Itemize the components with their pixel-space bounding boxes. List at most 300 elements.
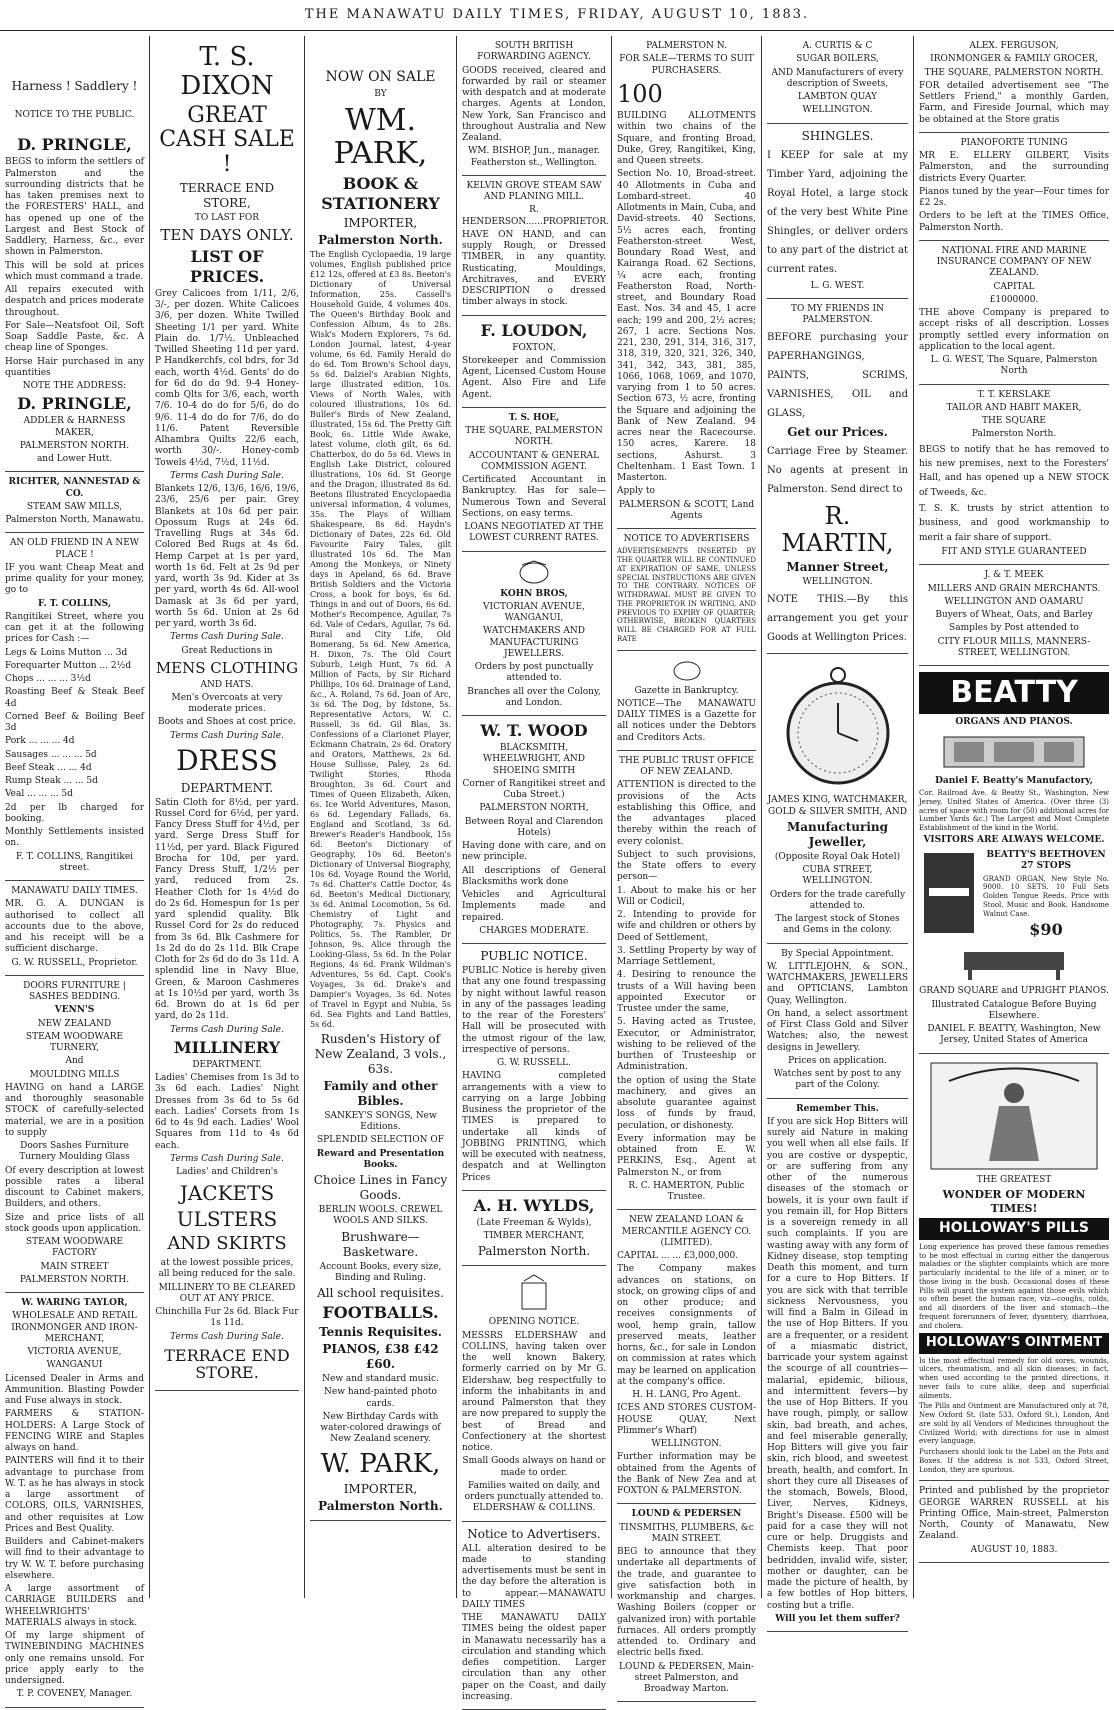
pringle-name: D. PRINGLE, [5,135,144,155]
small-goods: Small Goods always on hand or made to order. [462,1456,606,1479]
martin-town: WELLINGTON. [767,577,908,588]
beethoven-body: GRAND ORGAN, New Style No. 9000. 10 SETS. 10 Full Sets Golden Tongue Reeds. Price with Stool, Music and Book. Handsome Walnut Case. [983,875,1109,919]
richter-loc: Palmerston North, Manawatu. [5,515,144,526]
nzla-heading: NEW ZEALAND LOAN & MERCANTILE AGENCY CO. (LIMITED). [617,1215,756,1249]
ladies-children: Ladies' and Children's [155,1167,299,1178]
holloway-ad [919,1054,1109,1482]
venns-factory: STEAM WOODWARE FACTORY [5,1237,144,1260]
gazette-body: NOTICE—The MANAWATU DAILY TIMES is a Gazette for all notices under the Debtors and Creditors Acts. [617,699,756,744]
littlejohn-ad [767,944,908,1099]
gilbert: MR E. ELLERY GILBERT, Visits Palmerston, and the surrounding districts Every Quarter. [919,151,1109,185]
taylor-town: WANGANUI [5,1360,144,1371]
manufactured: The Pills and Ointment are Manufactured only at 78, New Oxford St. (late 533, Oxford St.), London, And are sold by all Vendors of Medicines throughout the Civilized World; with directions for use in almost every language. [919,1402,1109,1446]
wood-town: PALMERSTON NORTH, [462,803,606,814]
ladies-items: Ladies' Chemises from 1s 3d to 3s 6d each. Ladies' Night Dresses from 3s 6d to 5s 6d each. Ladies' Corsets from 1s 6d to 4s 9d each. Ladies' Wool Squares from 11d to 4s 6d each. [155,1073,299,1152]
ferguson-trade: IRONMONGER & FAMILY GROCER, [919,54,1109,65]
new-music: New and standard music. [310,1374,451,1385]
meat-item: Forequarter Mutton ... 2½d [5,661,144,672]
column-2 [150,36,305,1598]
nzla-further: Further information may be obtained from the Agents of the Bank of New Zea and at FOXTON & PALMERSTON. [617,1452,756,1497]
ten-days: TEN DAYS ONLY. [155,226,299,245]
pringle-body: BEGS to inform the settlers of Palmerston and the surrounding districts that he has taken premises next to the FORESTERS' HALL, and has opened up one of the Largest and Best Stock of Saddlery, Harness, &c., ever shown in Palmerston. [5,157,144,258]
families: Families waited on daily, and orders punctually attended to. ELDERSHAW & COLLINS. [462,1481,606,1515]
pringle-hair: Horse Hair purchased in any quantities [5,357,144,380]
sbfa-sign: WM. BISHOP, Jun., manager. Featherston st., Wellington. [462,146,606,169]
taylor-farmers: FARMERS & STATION-HOLDERS: A Large Stock of FENCING WIRE and Staples always on hand. [5,1409,144,1454]
shingles-ad [767,124,908,299]
column-7 [914,36,1114,1598]
king-stones: The largest stock of Stones and Gems in the colony. [767,914,908,937]
terms-1: Terms Cash During Sale. [155,471,299,482]
scott-town: PALMERSTON N. [617,41,756,52]
now-on-sale: NOW ON SALE [310,69,451,87]
public-notice-body: PUBLIC Notice is hereby given that any one found trespassing by night without lawful reason in any of the passages leading to the rear of the Foresters' Hall will be prosecuted with the utmost rigour of the law, irrespective of persons. [462,966,606,1056]
venns-mills: MOULDING MILLS [5,1070,144,1081]
jobbing-body: HAVING completed arrangements with a view to carrying on a large Jobbing Business the proprietor of the TIMES is prepared to undertake all kinds of JOBBING PRINTING, which will be executed with neatness, despatch and at Wellington Prices [462,1071,606,1184]
kerslake-town: Palmerston North. [919,429,1109,440]
rusden: Rusden's History of New Zealand, 3 vols., 63s. [310,1032,451,1077]
terms-4: Terms Cash During Sale. [155,1025,299,1036]
national-amount: £1000000. [919,295,1109,306]
meat-item: Pork ... ... ... 4d [5,736,144,747]
gazette-ad [617,651,756,751]
meek-towns: WELLINGTON AND OAMARU [919,597,1109,608]
prices-app: Prices on application. [767,1056,908,1067]
meat-item: Beef Steak ... ... 4d [5,763,144,774]
meek-samples: Samples by Post attended to [919,623,1109,634]
overcoats: Men's Overcoats at very moderate prices. [155,693,299,716]
wylds-trade: TIMBER MERCHANT, [462,1231,606,1242]
taylor-body: Licensed Dealer in Arms and Ammunition. Blasting Powder and Fuse always in stock. [5,1374,144,1408]
advertisers-body: ALL alteration desired to be made to standing advertisements must be sent in the day before the alteration is to appear.—MANAWATU DAILY TIMES [462,1544,606,1612]
boots: Boots and Shoes at cost price. [155,717,299,728]
pringle-sale: For Sale—Neatsfoot Oil, Soft Soap Saddle Paste, &c. A cheap line of Sponges. [5,321,144,355]
beatty-sign: DANIEL F. BEATTY, Washington, New Jersey, United States of America [919,1024,1109,1047]
kohn-name: KOHN BROS, [462,589,606,600]
trust-item: 2. Intending to provide for wife and children or others by Deed of Settlement, [617,910,756,944]
wood-charges: CHARGES MODERATE. [462,926,606,937]
venns-size: Size and price lists of all stock goods upon application. [5,1213,144,1236]
photo-cards: New hand-painted photo cards. [310,1387,451,1410]
sbfa-ad [462,36,606,176]
terms-5: Terms Cash During Sale. [155,1154,299,1165]
taylor-builders: Builders and Cabinet-makers will find to their advantage to try W. W. T. before purchasing elsewhere. [5,1537,144,1582]
beethoven: BEATTY'S BEETHOVEN 27 STOPS [983,850,1109,873]
reward-books: Reward and Presentation Books. [310,1149,451,1172]
prices-1: Grey Calicoes from 1/11, 2/6, 3/-, per dozen. White Calicoes 3/6, per dozen. White Twilled Sheeting 1/1 per yard. White Plain do. 1/7½. Unbleached Twilled Sheeting 11d per yard. P Handkerchfs, col bdrs, for 3d each, worth 4½d. Gents' do do for 6d do do 9d. 9-4 Honey-comb Qlts for 3/6, each, worth 7/6. 10-4 do do for 5/6, do do 9/6. 11-4 do do for 7/6, do do 11/6. Patent Reversible Alhambra Quilts 22/6 each, worth 30/-. Honey-comb Towels 4½d, 7½d, 11½d. [155,289,299,469]
hoe-ad [462,408,606,552]
pringle-loc-2: and Lower Hutt. [5,454,144,465]
sections: Section No. 10, Broad-street. 40 Allotments in Cuba and Lombard-street. 40 Allotments in Main, Cuba, and David-streets. 40 Sections, 5½ acres each, fronting Featherston-street West, Boundary Road West, and Kairanga Road. 62 Sections, ¼ acre each, fronting Featherston Road, North-street, and Boundary Road East. Nos. 34 and 45, 1 acre each; 199 and 200, 2½ acres; 267, 1 acre. Sections Nos. 221, 230, 291, 314, 316, 317, 318, 319, 320, 321, 326, 340, 341, 342, 343, 381, 385, 1066, 1068, 1069, and 1070, varying from 1 to 50 acres. Section 673, ½ acre, fronting the Square and adjoining the Bank of New Zealand. 94 acres near the Racecourse. 150 acres, Karere. 18 sections, Ashurst. 3 Cheltenham. 1 East Town. 1 Masterton. [617,169,756,484]
west-sign: L. G. WEST. [767,281,908,292]
piano-ad [919,133,1109,241]
pocket-watch-icon [783,661,893,791]
king-name: JAMES KING, WATCHMAKER, GOLD & SILVER SMITH, AND [767,795,908,818]
wm-park: WM. PARK, [310,104,451,170]
taylor-street: VICTORIA AVENUE, [5,1347,144,1358]
mens-clothing: MENS CLOTHING [155,659,299,678]
royal-crest-icon [514,1273,554,1313]
pills-body: Long experience has proved these famous remedies to be most effectual in curing either the dangerous maladies or the slighter complaints which are more particularly incidental to the life of a miner, or to those living in the bush. Occasional doses of these Pills will guard the system against those evils which so often beset the human race, viz—coughs, colds, and all disorders of the liver and stomach—the frequent forerunners of fever, dysentery, diarrhoea, and cholera. [919,1243,1109,1331]
national-ad [919,241,1109,385]
ferguson-ad [919,36,1109,133]
millinery-cleared: MILLINERY TO BE CLEARED OUT AT ANY PRICE. [155,1283,299,1306]
w-park: W. PARK, [310,1450,451,1479]
lound-body: BEG to announce that they undertake all departments of the trade, and guarantee to give satisfaction both in workmanship and charges. Washing Boilers (copper or galvanized iron) with portable furnaces. All orders promptly attended to. Ordinary and electric bells fixed. [617,1547,756,1660]
trust-item: 1. About to make his or her Will or Codicil, [617,886,756,909]
nzla-lang: H. H. LANG, Pro Agent. [617,1390,756,1401]
wylds-town: Palmerston North. [462,1244,606,1259]
prices-2: Blankets 12/6, 13/6, 16/6, 19/6, 23/6, 25/6 per pair. Grey Blankets at 10s 6d per pair. Opossum Rugs at 24s 6d. Travelling Rugs at 34s 6d. Colored Bed Rugs at 4s 6d. Hemp Carpet at 1s per yard, worth 1s 6d. Felt at 2s 9d per yard, worth 3s 9d. Kider at 3s per yard, worth 4s 6d. All-wool Damask at 3s 6d per yard, worth 5s 6d. Union at 2s 6d per yard, worth 3s 6d. [155,484,299,630]
taylor-ad [5,1293,144,1708]
nzla-ad [617,1210,756,1504]
meat-item: Veal ... ... ... 5d [5,789,144,800]
sankey: SANKEY'S SONGS, New Editions. [310,1111,451,1134]
dixon-ad [155,36,299,1391]
kelvin-body: HAVE ON HAND, and can supply Rough, or Dressed TIMBER, in any quantity. Rusticating, Mouldings, Architraves, and EVERY DESCRIPTION o dressed timber always in stock. [462,230,606,309]
dungan-ad [5,881,144,976]
collins-sign: F. T. COLLINS, Rangitikei street. [5,852,144,875]
family-bibles: Family and other Bibles. [310,1079,451,1109]
venns-and: And [5,1056,144,1067]
hop-end: Will you let them suffer? [767,1614,908,1625]
public-notice-heading: PUBLIC NOTICE. [462,949,606,964]
apply-to: PALMERSON & SCOTT, Land Agents [617,500,756,523]
friends-heading: TO MY FRIENDS IN PALMERSTON. [767,304,908,327]
beatty-organs: ORGANS AND PIANOS. [919,717,1109,728]
manner-street: Manner Street, [767,560,908,575]
curtis-desc: AND Manufacturers of every description of Sweets, [767,68,908,91]
hop-body: If you are sick Hop Bitters will surely aid Nature in making you well when all else fails. If you are costive or dyspeptic, or are suffering from any other of the numerous diseases of the stomach or bowels, it is your own fault if you remain ill, for Hop Bitters is a sovereign remedy in all such complaints. If you are wasting away with any form of Kidney disease, stop tempting Death this moment, and turn for a cure to Hop Bitters. If you are sick with that terrible sickness Nervousness, you will find a Balm in Gilead in the use of Hop Bitters. If you are a frequenter, or a resident of a miasmatic district, barricade your system against the scourge of all countries—malarial, epidemic, bilious, and intermittent fevers—by the use of Hop Bitters. If you have rough, pimply, or sallow skin, bad breath, and aches, and feel miserable generally, Hop Bitters will give you fair skin, rich blood, and sweetest breath, health, and comfort. In short they cure all Diseases of the stomach, Bowels, Blood, Liver, Nerves, Kidneys, Bright's Disease. £500 will be paid for a case they will not cure or help. Druggists and Chemists keep. That poor bedridden, invalid wife, sister, mother or daughter, can be made the picture of health, by a few bottles of Hop bitters, costing but a trifle. [767,1117,908,1612]
allegorical-figure-icon [929,1061,1099,1171]
king-opp: (Opposite Royal Oak Hotel) [767,852,908,863]
wood-care: Having done with care, and on new principle. [462,841,606,864]
meat-item: Roasting Beef & Steak Beef 4d [5,687,144,710]
wylds-ad [462,1191,606,1267]
curtis-street: LAMBTON QUAY [767,92,908,103]
hop-bitters-ad [767,1099,908,1633]
royal-crest-icon [514,559,554,585]
beethoven-block [919,848,1109,942]
column-4 [457,36,612,1598]
park-ad [310,36,451,1521]
advertisers-heading: Notice to Advertisers. [462,1527,606,1542]
notice-advertisers-ad [617,529,756,651]
king-orders: Orders for the trade carefully attended to. [767,890,908,913]
venns-body: HAVING on hand a LARGE and thoroughly seasonable STOCK of carefully-selected material, we are in a position to supply [5,1083,144,1139]
mdt-body: THE MANAWATU DAILY TIMES being the oldest paper in Manawatu necessarily has a circulation and standing which defies competition. Larger circulation than any other paper on the Coast, and daily increasing. [462,1613,606,1703]
martin-ad [767,299,908,655]
grand-pianos: GRAND SQUARE and UPRIGHT PIANOS. [919,986,1109,997]
curtis-name: A. CURTIS & C [767,41,908,52]
millinery: MILLINERY [155,1038,299,1058]
note-this: NOTE THIS.—By this arrangement you get your Goods at Wellington Prices. [767,590,908,647]
meat-item: Legs & Loins Mutton ... 3d [5,648,144,659]
piano-orders: Orders to be left at the TIMES Office, Palmerston North. [919,211,1109,234]
kohn-address: VICTORIAN AVENUE, WANGANUI, [462,602,606,625]
hoe-body: Certificated Accountant in Bankruptcy. Has for sale—Numerous Town and Several Sections, on easy terms. [462,475,606,520]
pringle-prices: This will be sold at prices which must command a trade. [5,261,144,284]
palmerston: Palmerston North. [310,233,451,248]
shingles-heading: SHINGLES. [767,129,908,144]
national-capital: CAPITAL [919,282,1109,293]
hundred: 100 [617,81,756,107]
pianos: PIANOS, £38 £42 £60. [310,1342,451,1372]
printed: Printed and published by the proprietor GEORGE WARREN RUSSELL at his Printing Office, Main-street, Palmerston North, County of Manawatu, New Zealand. [919,1486,1109,1542]
national-heading: NATIONAL FIRE AND MARINE INSURANCE COMPANY OF NEW ZEALAND. [919,246,1109,280]
trust-subject: Subject to such provisions, the State offers to every person— [617,850,756,884]
sbfa-heading: SOUTH BRITISH FORWARDING AGENCY. [462,41,606,64]
appointment: By Special Appointment. [767,949,908,960]
venns-main: MAIN STREET [5,1262,144,1273]
beatty-manufactory: Daniel F. Beatty's Manufactory, [919,776,1109,787]
hoe-trade: ACCOUNTANT & GENERAL COMMISSION AGENT. [462,451,606,474]
book-stationery: BOOK & STATIONERY [310,174,451,214]
collins-monthly: Monthly Settlements insisted on. [5,827,144,850]
ferguson-body: FOR detailed advertisement see "The Settlers Friend," a monthly Garden, Farm, and Fireside Journal, which may be obtained at the Store gratis [919,81,1109,126]
nzla-body: The Company makes advances on stations, on stock, on growing clips of and on other produce; and receives consignments of wool, hemp grain, tallow preserved meats, leather horns, &c., for sale in London on commission at rates which may be learned on application at the company's office. [617,1264,756,1388]
kohn-trade: WATCHMAKERS AND MANUFACTURING JEWELLERS. [462,626,606,660]
royal-crest-icon [669,658,705,682]
pianos-tuned: Pianos tuned by the year—Four times for £2 2s. [919,187,1109,210]
wylds-late: (Late Freeman & Wylds), [462,1218,606,1229]
imprint [919,1481,1109,1563]
martin-body: BEFORE purchasing your PAPERHANGINGS, PAINTS, SCRIMS, VARNISHES, OIL and GLASS, [767,328,908,423]
splendid: SPLENDID SELECTION OF [310,1135,451,1146]
littlejohn-name: W. LITTLEJOHN, & SON., WATCHMAKERS, JEWELLERS and OPTICIANS, Lambton Quay, Wellington. [767,962,908,1007]
venns-palm: PALMERSTON NORTH. [5,1275,144,1286]
meek-ad [919,565,1109,666]
choice-lines: Choice Lines in Fancy Goods. [310,1173,451,1203]
loudon-body: Storekeeper and Commission Agent, Licensed Custom House Agent. Also Fire and Life Agent. [462,356,606,401]
meek-name: J. & T. MEEK [919,570,1109,581]
hoe-address: THE SQUARE, PALMERSTON NORTH. [462,426,606,449]
meek-trade: MILLERS AND GRAIN MERCHANTS. [919,584,1109,595]
fit-style: FIT AND STYLE GUARANTEED [919,547,1109,558]
collins-body: Rangitikei Street, where you can get it at the following prices for Cash :— [5,612,144,646]
pringle-name-2: D. PRINGLE, [5,394,144,414]
book-list: The English Cyclopaedia, 19 large volumes, English published price £12 12s, offered at £3 8s. Beeton's Dictionary of Universal Information, 25s. Cassell's Household Guide, 4 volumes 40s. The Queen's Birthday Book and Confession Album, 4s to 28s. Wisk's Modern Explorers, 7s 6d. London Journal, latest, 4-year volume, 6s 6d. Family Herald do do 6d. Tom Brown's School days, 5s 6d. Dalziel's Arabian Nights, large illustrated edition, 10s. Views of North Wales, with coloured illustrations, 10s 6d. Buller's Birds of New Zealand, illustrated, 15s 6d. The Pretty Gift Book, 6s. Little Wide Awake, latest volume, cloth gilt, 6s 6d. Chatterbox, do do 5s 6d. Views in English Lake District, coloured illustrations, 10s 6d. St George and the Dragon, illustrated 8s 6d. Beetons Illustrated Encyclopaedia universal information, 4 volumes, 35s. The Plays of William Shakespeare, 8s 6d. Haydn's Dictionary of Dates, 22s 6d. Old Favourite Fairy Tales, gilt illustrated 10s 6d. The Man Among the Monkeys, or Ninety days in Apeland, 6s 6d. Brave British Soldiers and the Victoria Cross, a book for boys, 6s 6d. Things in and out of Doors, 6s 6d. Mother's Recompence, Aguilar, 7s 6d. Vale of Cedars, Aguilar, 7s 6d. Rural and City Life, Old Bomerang, 5s 6d. New America, H. Dixon, 7s. The Old Court Suburb, Leigh Hunt, 7s 6d. A Million of Facts, by Sir Richard Phillips, 10s 6d. Drainage of Land, &c., A. Roland, 7s 6d. Joan of Arc, 3s 6d. The Dog, by Idstone, 5s. Representative Actors, W. C. Russell, 3s 6d. Gil Blas, 3s. Confessions of a Clarionet Player, Eckmann Chatrain, 2s 6d. Oratory and Orators, Matthews, 2s 6d. House Sullisse, Paley, 2s 6d. Twilight Stories, Rhoda Broughton, 3s 6d. Court and Times of Queen Elizabeth, Aiken, 6s. Ice World Adventures, Mason, 6s 6d. Legendary Fallads, 6s. England and Scotland, 3s 6d. Brewer's Reader's Handbook, 15s 6d. Beeton's Dictionary of Geography, 10s 6d. Beeton's Dictionary of Universal Biography, 10s 6d. Voyage Round the World, 7s 6d. Chatter's Cattle Doctor, 4s 6d. Beeton's Medical Dictionary, 3s 6d. Animal Locomotion, 5s 6d. Chemistry of Light and Photography, 7s. Physics and Politics, 5s. The Rambler, Dr Johnson, 9s. Alice through the Looking-Glass, 5s 6d. In the Polar Regions, 4s 6d. Frank Wildman's Adventures, 5s 6d. Capt. Cook's Voyages, 3s 6d. Drake's and Dampier's Voyages, 3s 6d. Notes of Travel in Egypt and Nubia, 5s 6d. Sea Fights and Land Battles, 5s 6d. [310,250,451,1030]
trust-item: 5. Having acted as Trustee, Executor, or Administrator, wishing to be relieved of the burthen of Trusteeship or Administration. [617,1017,756,1073]
brushware: Brushware—Basketware. [310,1230,451,1260]
notice-public: NOTICE TO THE PUBLIC. [5,110,144,121]
lound-ad [617,1504,756,1702]
collins-intro: IF you want Cheap Meat and prime quality for your money, go to [5,563,144,597]
nzla-offices: ICES AND STORES CUSTOM-HOUSE QUAY, Next Plimmer's Wharf) [617,1403,756,1437]
lound-trade: TINSMITHS, PLUMBERS, &c MAIN STREET. [617,1523,756,1546]
taylor-painters: PAINTERS will find it to their advantage to purchase from W. T. as he has always in stock a large assortment of COLORS, OILS, VARNISHES, and other requisites at Low Prices and Best Quality. [5,1456,144,1535]
curtis-ad [767,36,908,124]
trust-option: the option of using the State machinery, and gives an absolute guarantee against loss of funds by fraud, peculation, or dishonesty. [617,1076,756,1132]
venns-items-head: DOORS FURNITURE | SASHES BEDDING. [5,981,144,1004]
curtis-town: WELLINGTON. [767,105,908,116]
eldershaw-ad [462,1266,606,1521]
henderson: R. HENDERSON......PROPRIETOR. [462,205,606,228]
holloway-pills: HOLLOWAY'S PILLS [919,1218,1109,1240]
column-5 [612,36,762,1598]
richter-name: RICHTER, NANNESTAD & CO. [5,477,144,500]
public-notice-ad [462,944,606,1191]
beatty-body: Cor. Railroad Ave. & Beatty St., Washington, New Jersey, United States of America. (Over three (3) acres of space with room for (50) additional acres for Lumber Yards &c.) The Largest and Most Complete Establishment of the kind in the World. [919,789,1109,833]
taylor-carriage: A large assortment of CARRIAGE BUILDERS and WHEELWRIGHTS' MATERIALS always in stock. [5,1584,144,1629]
palmerston-2: Palmerston North. [310,1499,451,1514]
get-prices: Get our Prices. [767,425,908,440]
wood-trade: BLACKSMITH, WHEELWRIGHT, AND SHOEING SMITH [462,743,606,777]
trust-info: Every information may be obtained from E. W. PERKINS, Esq., Agent at Palmerston N., or from [617,1134,756,1179]
terms-2: Terms Cash During Sale. [155,632,299,643]
chinchilla: Chinchilla Fur 2s 6d. Black Fur 1s 11d. [155,1307,299,1330]
kohn-ad [462,552,606,717]
dungan-sign: G. W. RUSSELL, Proprietor. [5,958,144,969]
reductions: Great Reductions in [155,646,299,657]
meek-mills: CITY FLOUR MILLS, MANNERS-STREET, WELLINGTON. [919,637,1109,660]
opening-notice: OPENING NOTICE. [462,1317,606,1328]
wood-corner: Corner of Rangitikei street and Cuba Street.) [462,779,606,802]
trust-sign: R. C. HAMERTON, Public Trustee. [617,1181,756,1204]
trust-heading: THE PUBLIC TRUST OFFICE OF NEW ZEALAND. [617,756,756,779]
trust-ad [617,751,756,1211]
note-address: NOTE THE ADDRESS: [5,381,144,392]
friend-heading: AN OLD FRIEND IN A NEW PLACE ! [5,538,144,561]
meat-item: Corned Beef & Boiling Beef 3d [5,712,144,735]
birthday-cards: New Birthday Cards with water-colored drawings of New Zealand scenery. [310,1412,451,1446]
hoe-loans: LOANS NEGOTIATED AT THE LOWEST CURRENT RATES. [462,522,606,545]
pringle-repairs: All repairs executed with despatch and prices moderate throughout. [5,285,144,319]
trust-body: ATTENTION is directed to the provisions of the Acts establishing this Office, and the advantages placed thereby within the reach of every colonist. [617,780,756,848]
greatest: THE GREATEST [919,1175,1109,1186]
kerslake-trade: TAILOR AND HABIT MAKER, [919,403,1109,414]
wood-work: All descriptions of General Blacksmiths work done [462,866,606,889]
hoe-name: T. S. HOE, [462,413,606,424]
kohn-orders: Orders by post punctually attended to. [462,662,606,685]
millinery-dept: DEPARTMENT. [155,1060,299,1071]
ointment-body: Is the most effectual remedy for old sores, wounds, ulcers, rheumatism, and all skin diseases; in fact, when used according to the printed directions, it never fails to cure alike, deep and superficial ailments. [919,1357,1109,1401]
loudon-foxton: FOXTON, [462,343,606,354]
dress-dept: DEPARTMENT. [155,781,299,796]
coveney-sign: T. P. COVENEY, Manager. [5,1689,144,1700]
dress-body: Satin Cloth for 8½d, per yard. Russel Cord for 6½d, per yard. Fancy Dress Stuff for 4½d, per yard. Serge Dress Stuff for 11½d, per yard. Black Figured Brocha for 10d, per yard. Fancy Dress Stuff, 1/2½ per yard, reduced from 2s. Heather Cloth for 1s 4½d do do 2s 6d. Homespun for 1s per yard splendid quality. Blk Russel Cord for 2s do reduced from 3s 6d. Blk Cashmere for 1s 2d do do 2s 11d. Blk Crape Cloth for 2s 6d do do 3s 11d. A splendid line in Navy Blue, Green, & Maroon Cashmeres at 1s 10½d per yard, worth 3s 6d. Brown do at 1s 6d per yard, do 2s 11d. [155,798,299,1023]
advertisers-ad [462,1522,606,1710]
remember: Remember This. [767,1104,908,1115]
wood-ad [462,716,606,944]
meat-item: Rump Steak ... ... 5d [5,776,144,787]
lound-sign: LOUND & PEDERSEN, Main-street Palmerston, and Broadway Marton. [617,1662,756,1696]
apply: Apply to [617,486,756,497]
king-ad [767,654,908,943]
meek-buyers: Buyers of Wheat, Oats, and Barley [919,610,1109,621]
harness-heading: Harness ! Saddlery ! [5,79,144,94]
ferguson-address: THE SQUARE, PALMERSTON NORTH. [919,68,1109,79]
nzla-wellington: WELLINGTON. [617,1439,756,1450]
pringle-loc: PALMERSTON NORTH. [5,441,144,452]
scott-sale: FOR SALE—TERMS TO SUIT PURCHASERS. [617,54,756,77]
meat-item: Sausages ... ... ... 5d [5,750,144,761]
purchasers: Purchasers should look to the Label on the Pots and Boxes. If the address is not 533, Oxford Street, London, they are spurious. [919,1448,1109,1474]
carriage: Carriage Free by Steamer. No agents at present in Palmerston. Send direct to [767,442,908,499]
sbfa-body: GOODS received, cleared and forwarded by rail or steamer with despatch and at moderate charges. Agents at London, New York, San Francisco and throughout Australia and New Zealand. [462,66,606,145]
jackets: JACKETS [155,1182,299,1204]
pringle-trade: ADDLER & HARNESS MAKER, [5,416,144,439]
berlin-wools: BERLIN WOOLS. CREWEL WOOLS AND SILKS. [310,1205,451,1228]
imprint-date: AUGUST 10, 1883. [919,1545,1109,1556]
king-street: CUBA STREET, WELLINGTON. [767,865,908,888]
kerslake-trust: T. S. K. trusts by strict attention to business, and good workmanship to merit a fair share of support. [919,502,1109,545]
piano-icon [954,946,1074,982]
holloway-ointment: HOLLOWAY'S OINTMENT [919,1333,1109,1353]
lound-name: LOUND & PEDERSEN [617,1509,756,1520]
richter-ad [5,472,144,533]
dress-heading: DRESS [155,746,299,777]
littlejohn-body: On hand, a select assortment of First Class Gold and Silver Watches; also, the newest designs in Jewellery. [767,1009,908,1054]
loudon-ad [462,316,606,408]
west-body: I KEEP for sale at my Timber Yard, adjoining the Royal Hotel, a large stock of the very best White Pine Shingles, or deliver orders to any part of the district at current rates. [767,146,908,279]
beatty-ad [919,666,1109,1054]
notice-adv-heading: NOTICE TO ADVERTISERS [617,534,756,545]
terms-3: Terms Cash During Sale. [155,731,299,742]
column-6 [762,36,914,1598]
scott-ad [617,36,756,529]
mdt-heading: MANAWATU DAILY TIMES. [5,886,144,897]
meat-item: Chops ... ... ... 3½d [5,674,144,685]
kelvin-ad [462,176,606,316]
richter-mills: STEAM SAW MILLS, [5,502,144,513]
collins-book: 2d per lb charged for booking. [5,803,144,826]
collins-ad [5,533,144,881]
venns-steam: STEAM WOODWARE TURNERY, [5,1032,144,1055]
footballs: FOOTBALLS. [310,1303,451,1323]
taylor-name: W. WARING TAYLOR, [5,1298,144,1309]
dixon-name: T. S. DIXON [155,43,299,100]
column-3 [305,36,457,1598]
beatty-logo: BEATTY [919,672,1109,714]
and-hats: AND HATS. [155,680,299,691]
terrace-end: TERRACE END STORE. [155,1347,299,1382]
curtis-trade: SUGAR BOILERS, [767,54,908,65]
ulsters: ULSTERS [155,1208,299,1230]
column-1 [0,36,150,1598]
importer: IMPORTER, [310,216,451,231]
venns-items: Doors Sashes Furniture Turnery Moulding Glass [5,1141,144,1164]
loudon-name: F. LOUDON, [462,321,606,341]
by: BY [310,89,451,100]
venns-body-2: Of every description at lowest possible rates a liberal discount to Cabinet makers, Builders, and others. [5,1166,144,1211]
allotments: BUILDING ALLOTMENTS within two chains of the Square, and fronting Broad, Duke, Grey, Rangitikei, King, and Queen streets. [617,111,756,167]
wylds-name: A. H. WYLDS, [462,1196,606,1216]
wood-between: Between Royal and Clarendon Hotels) [462,817,606,840]
organ-icon [919,848,979,938]
kohn-branches: Branches all over the Colony, and London. [462,687,606,710]
ferguson-name: ALEX. FERGUSON, [919,41,1109,52]
cash-sale: GREAT CASH SALE ! [155,104,299,177]
kerslake-ad [919,385,1109,566]
kerslake-name: T. T. KERSLAKE [919,390,1109,401]
collins-name: F. T. COLLINS, [5,599,144,610]
price: $90 [983,920,1109,940]
public-notice-sign: G. W. RUSSELL. [462,1058,606,1069]
terrace-store: TERRACE END STORE, [155,181,299,211]
watches-post: Watches sent by post to any part of the Colony. [767,1069,908,1092]
notice-adv-body: ADVERTISEMENTS INSERTED BY THE QUARTER WILL BE CONTINUED AT EXPIRATION OF SAME, UNLESS SPECIAL INSTRUCTIONS ARE GIVEN TO THE CONTRARY. NOTICES OF WITHDRAWAL MUST BE GIVEN TO THE PROPRIETOR IN WRITING, AND PREVIOUS TO EXPIRY OF QUARTER; OTHERWISE, BROKEN QUARTERS WILL BE CHARGED FOR AT FULL RATE [617,547,756,643]
eldershaw-body: MESSRS ELDERSHAW and COLLINS, having taken over the well known Bakery, formerly carried on by Mr G. Eldershaw, beg respectfully to inform the inhabitants in and around Palmerston that they are now prepared to supply the best of Bread and Confectionery at the shortest notice. [462,1331,606,1455]
tennis: Tennis Requisites. [310,1325,451,1340]
account-books: Account Books, every size, Binding and Ruling. [310,1262,451,1285]
lowest-prices: at the lowest possible prices, all being reduced for the sale. [155,1258,299,1281]
last-for: TO LAST FOR [155,213,299,224]
list-prices: LIST OF PRICES. [155,247,299,287]
organ-icon [939,732,1089,772]
pringle-ad [5,36,144,472]
trust-item: 3. Settling Property by way of Marriage Settlement, [617,946,756,969]
